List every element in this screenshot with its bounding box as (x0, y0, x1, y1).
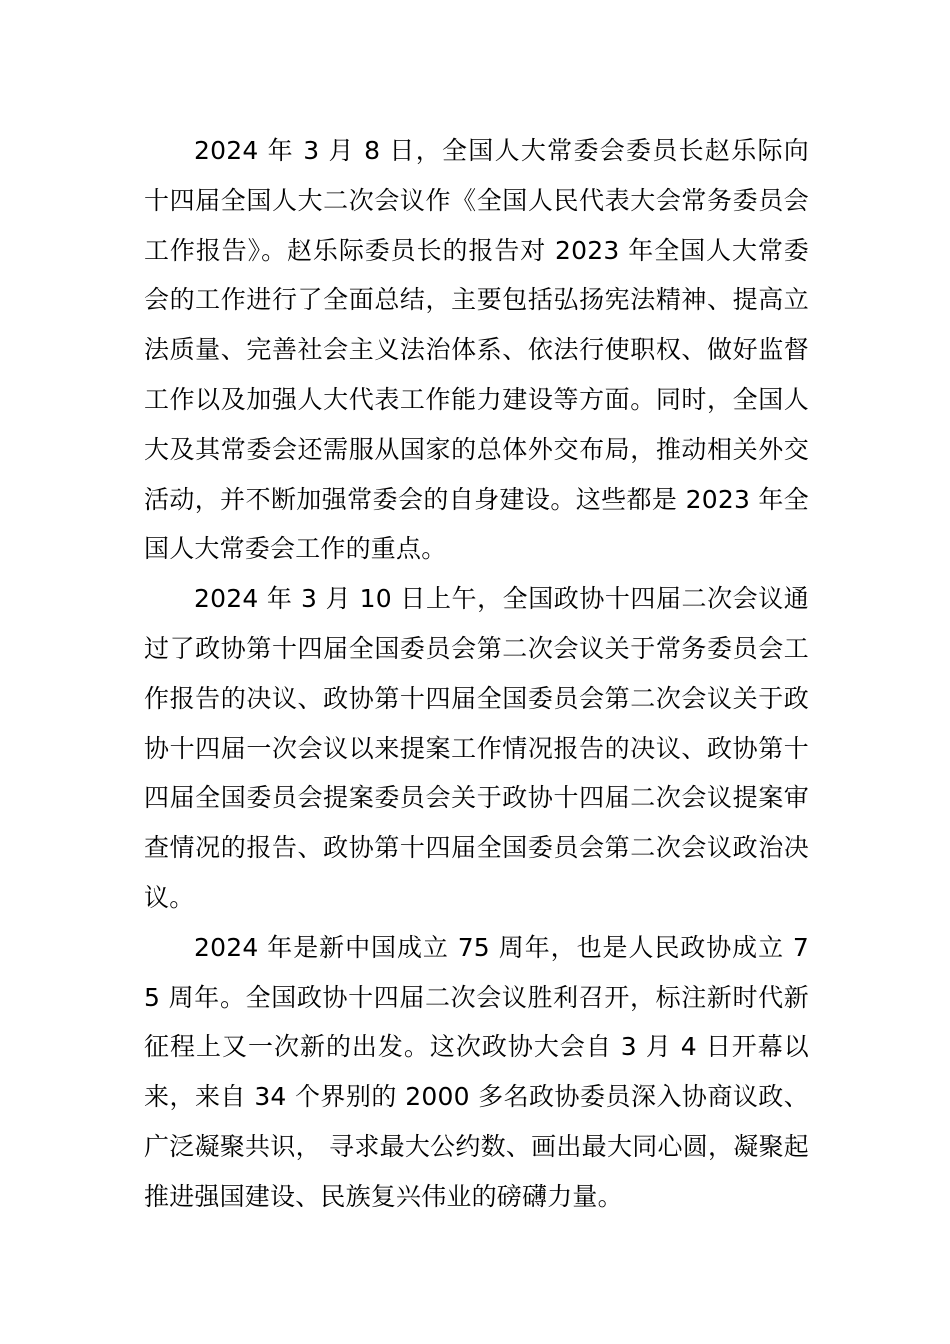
paragraph-cppcc-resolutions: 2024 年 3 月 10 日上午，全国政协十四届二次会议通过了政协第十四届全国委员会第二次会议关于常务委员会工作报告的决议、政协第十四届全国委员会第二次会议关于政协十四届一次会议以来提案工作情况报告的决议、政协第十四届全国委员会提案委员会关于政协十四届二次会议提案审查情况的报告、政协第十四届全国委员会第二次会议政治决议。 (144, 584, 809, 912)
paragraph-cppcc-anniversary: 2024 年是新中国成立 75 周年，也是人民政协成立 75 周年。全国政协十四届二次会议胜利召开，标注新时代新征程上又一次新的出发。这次政协大会自 3 月 4 日开幕以来，来自 34 个界别的 2000 多名政协委员深入协商议政、广泛凝聚共识， 寻求最大公约数、画出最大同心圆，凝聚起推进强国建设、民族复兴伟业的磅礴力量。 (144, 932, 809, 1211)
paragraph-npc-report: 2024 年 3 月 8 日，全国人大常委会委员长赵乐际向十四届全国人大二次会议作《全国人民代表大会常务委员会工作报告》。赵乐际委员长的报告对 2023 年全国人大常委会的工作进行了全面总结，主要包括弘扬宪法精神、提高立法质量、完善社会主义法治体系、依法行使职权、做好监督工作以及加强人大代表工作能力建设等方面。同时，全国人大及其常委会还需服从国家的总体外交布局，推动相关外交活动，并不断加强常委会的自身建设。这些都是 2023 年全国人大常委会工作的重点。 (144, 136, 809, 564)
document-body (144, 126, 809, 1222)
